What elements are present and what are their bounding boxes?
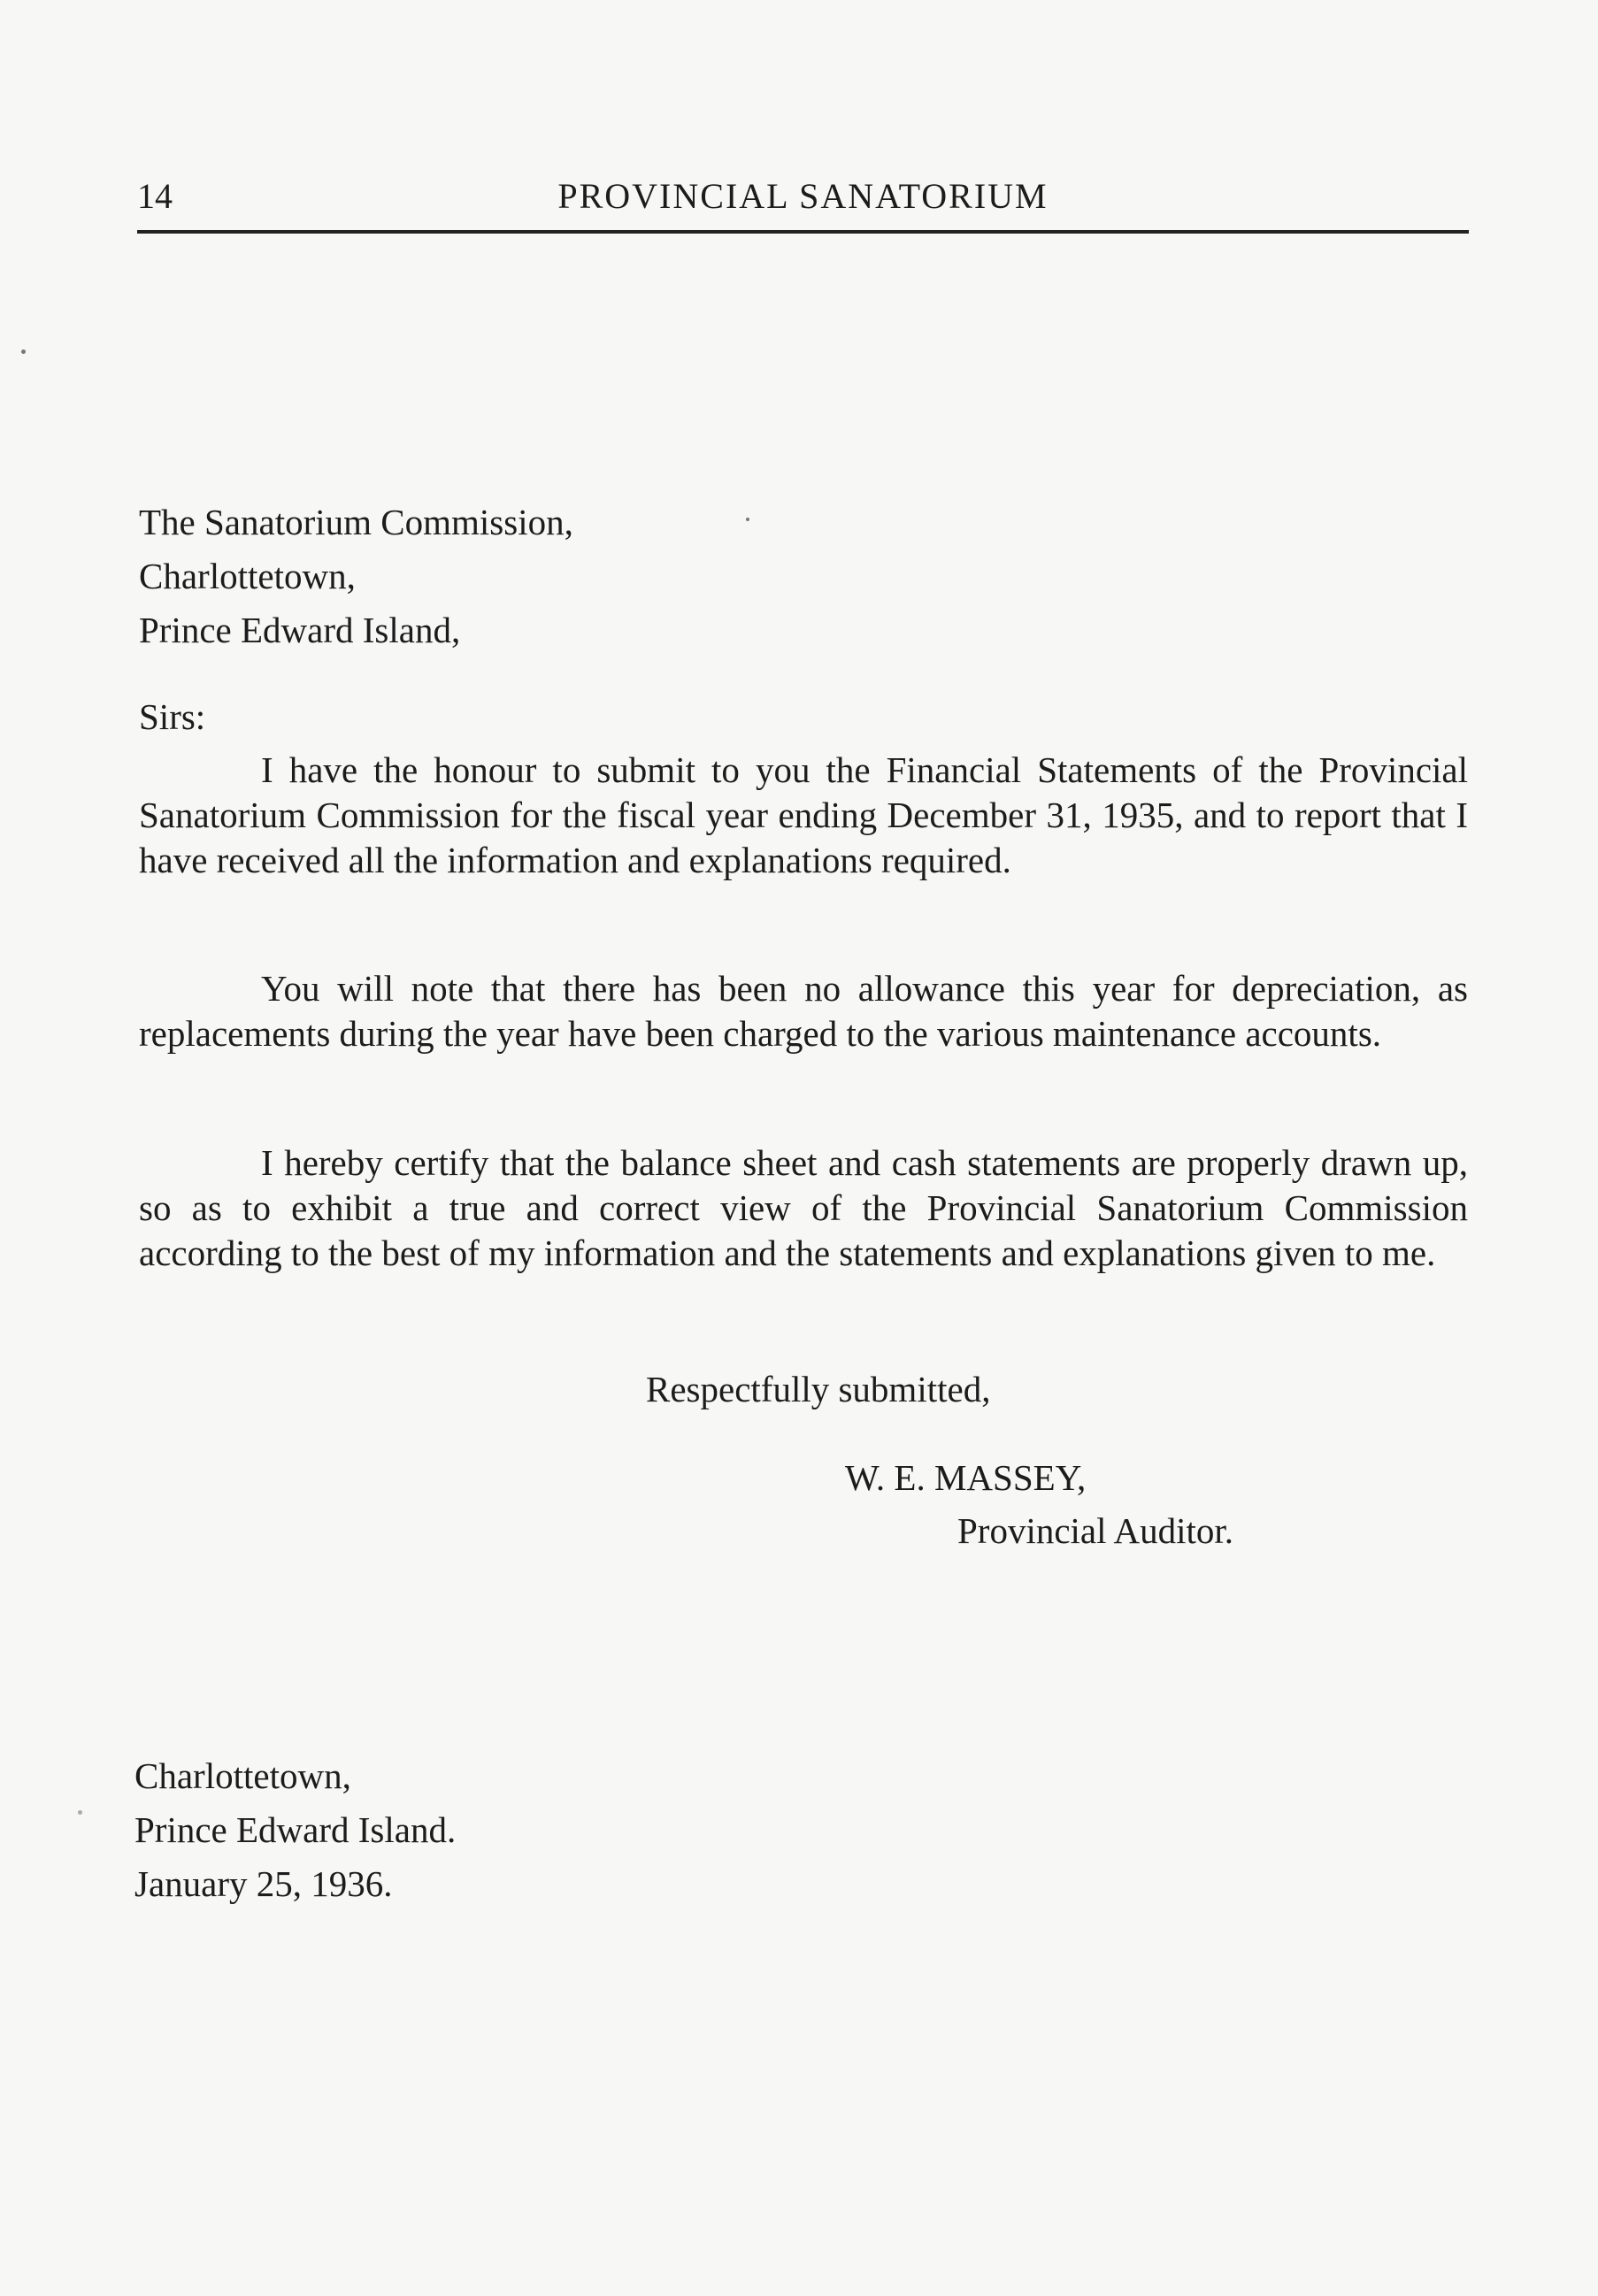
date-line: January 25, 1936. [134, 1863, 393, 1904]
address-line-2: Charlottetown, [139, 556, 356, 596]
place-line-2: Prince Edward Island. [134, 1809, 457, 1850]
paper-speck [21, 349, 26, 354]
address-line-3: Prince Edward Island, [139, 610, 461, 650]
body-paragraph-2: You will note that there has been no allowance this year for depreciation, as replacements during the year have been charged to the various maintenance accounts. [139, 968, 1468, 1054]
signer-title: Provincial Auditor. [957, 1510, 1234, 1551]
place-and-date [134, 1749, 456, 1911]
body-paragraph-3: I hereby certify that the balance sheet and cash statements are properly drawn up, so as to exhibit a true and correct view of the Provincial Sanatorium Commission according to the best of my information and the statements and explanations given to me. [139, 1142, 1468, 1273]
recipient-address [139, 495, 573, 657]
paper-speck [746, 518, 749, 521]
page-header [137, 170, 1469, 234]
place-line-1: Charlottetown, [134, 1755, 351, 1796]
salutation: Sirs: [139, 696, 206, 737]
page-number: 14 [137, 176, 173, 216]
signer-name: W. E. MASSEY, [845, 1457, 1087, 1498]
closing: Respectfully submitted, [646, 1369, 991, 1409]
address-line-1: The Sanatorium Commission, [139, 502, 573, 542]
running-title: PROVINCIAL SANATORIUM [557, 176, 1049, 216]
body-paragraph-1: I have the honour to submit to you the Financial Statements of the Provincial Sanatorium Commission for the fiscal year ending December 31, 1935, and to report that I have received all the information and explanations required. [139, 749, 1468, 880]
paper-speck [78, 1810, 82, 1815]
